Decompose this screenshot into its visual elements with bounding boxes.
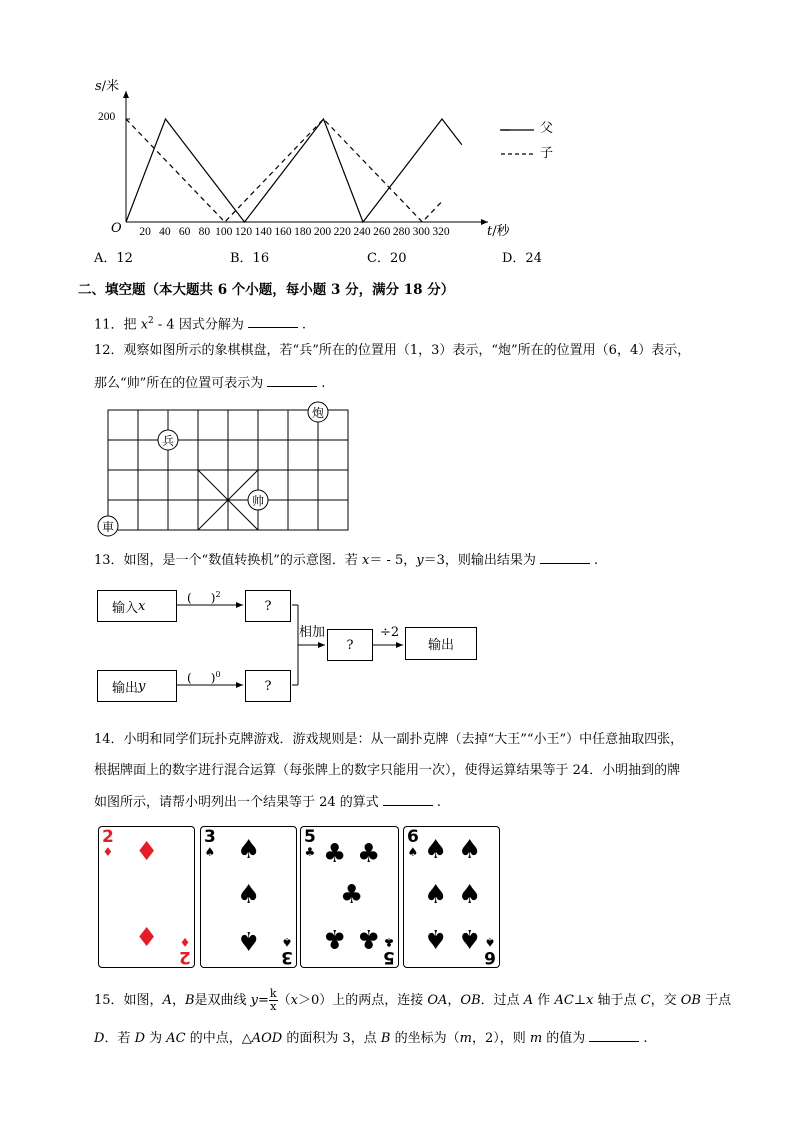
origin-label: O [111,221,122,236]
question-15-line1: 15．如图，A，B是双曲线 y= $\frac{k}{x}$ （x＞0）上的两点，连接 OA，OB．过点 A 作 AC⊥x 轴于点 C，交 OB 于点 [94,987,732,1013]
x-tick-label: 180 [294,226,312,238]
sum-box: ? [327,629,373,661]
svg-text:帅: 帅 [251,494,265,508]
club-icon: ♣ [357,923,381,953]
x-tick-label: 80 [198,226,211,238]
spade-icon: ♠ [237,835,261,865]
x-axis-var: t [487,224,493,239]
output-box: 输出 [405,627,477,660]
x-tick-label: 40 [159,226,171,238]
x-tick-label: 200 [313,226,332,238]
diamond-icon: ♦ [135,923,159,953]
spade-icon: ♠ [237,925,261,955]
x-tick-label: 280 [392,226,411,238]
legend-father-label: 父 [540,121,554,136]
spade-icon: ♠ [458,880,482,910]
spade-icon: ♠ [237,880,261,910]
y-tick-200: 200 [98,111,116,123]
question-12-line2: 那么“帅”所在的位置可表示为 . [94,376,326,391]
question-14-line2: 根据牌面上的数字进行混合运算（每张牌上的数字只能用一次），使得运算结果等于 24．小明抽到的牌 [94,763,681,778]
input-y-box: 输出 y [97,670,177,702]
q10-option-a: A．12 [94,251,133,266]
piece-ju [98,516,118,536]
input-x-box: 输入 x [97,590,177,622]
legend-son-label: 子 [540,146,554,161]
result-box-top: ? [245,590,291,622]
x-tick-label: 20 [139,226,151,238]
spade-icon: ♠ [424,923,448,953]
y-axis-unit: /米 [101,79,120,94]
x-tick-label: 60 [178,226,191,238]
x-axis-label [487,223,510,241]
spade-icon: ♠ [424,880,448,910]
y-axis-var: s [95,79,102,94]
x-axis-unit: /秒 [492,224,510,239]
q10-option-c: C．20 [367,251,407,266]
question-11: 11．把 $x^2 - 4$ 因式分解为 . [94,316,306,333]
x-tick-label: 320 [432,226,450,238]
x-tick-label: 140 [254,226,272,238]
square-op-label: ( )$^2$ [187,590,221,605]
piece-bing [158,430,178,450]
q10-option-d: D．24 [502,251,542,266]
power-zero-op-label: ( )$^0$ [187,670,221,685]
svg-text:炮: 炮 [311,406,325,420]
add-label: 相加 [299,625,326,640]
svg-text:兵: 兵 [161,434,175,448]
spade-icon: ♠ [458,835,482,865]
card-3-spades: 3 ♠ ♠ ♠ ♠ 3 ♠ [200,826,297,968]
club-icon: ♣ [323,923,347,953]
question-13: 13．如图，是一个“数值转换机”的示意图．若 x＝ - 5，y＝3，则输出结果为 . [94,553,599,568]
answer-blank[interactable] [589,1029,639,1042]
spade-icon: ♠ [458,923,482,953]
result-box-bottom: ? [245,670,291,702]
fraction-k-over-x: $\frac{k}{x}$ [269,987,277,1013]
divide-label: ÷2 [380,625,400,640]
x-tick-label: 300 [412,226,430,238]
chessboard [88,398,358,538]
club-icon: ♣ [357,839,381,869]
piece-pao [308,402,328,422]
question-14-line1: 14．小明和同学们玩扑克牌游戏．游戏规则是：从一副扑克牌（去掉“大王”“小王”）中任意抽取四张， [94,732,684,747]
x-tick-label: 240 [353,226,371,238]
answer-blank[interactable] [248,315,298,328]
y-axis-label [95,78,119,96]
club-icon: ♣ [323,839,347,869]
legend-swatches [500,124,536,164]
answer-blank[interactable] [267,374,317,387]
graph-svg [90,75,510,245]
spade-icon: ♠ [424,835,448,865]
distance-time-graph [90,75,510,245]
q10-option-b: B．16 [230,251,270,266]
answer-blank[interactable] [540,551,590,564]
card-6-spades: 6 ♠ ♠ ♠ ♠ ♠ ♠ ♠ 6 ♠ [403,826,500,968]
diamond-icon: ♦ [135,837,159,867]
piece-shuai [248,490,268,510]
question-15-line2: D．若 D 为 AC 的中点，△AOD 的面积为 3，点 B 的坐标为（m，2），则 m 的值为 . [94,1031,648,1046]
father-series-line [126,119,462,222]
section-title: 二、填空题（本大题共 6 个小题，每小题 3 分，满分 18 分） [78,282,455,298]
question-14-line3: 如图所示，请帮小明列出一个结果等于 24 的算式 . [94,795,441,810]
x-tick-label: 260 [373,226,391,238]
club-icon: ♣ [340,880,364,910]
question-12-line1: 12．观察如图所示的象棋棋盘，若“兵”所在的位置用（1，3）表示，“炮”所在的位置用（6，4）表示， [94,343,691,358]
board-grid [108,410,348,530]
card-2-diamonds: 2 ♦ ♦ ♦ 2 ♦ [98,826,195,968]
x-tick-label: 160 [274,226,292,238]
answer-blank[interactable] [383,793,433,806]
svg-text:車: 車 [101,520,115,534]
x-tick-label: 220 [333,226,351,238]
card-5-clubs: 5 ♣ ♣ ♣ ♣ ♣ ♣ 5 ♣ [300,826,399,968]
x-tick-label: 100 [215,226,233,238]
x-tick-label: 120 [234,226,253,238]
